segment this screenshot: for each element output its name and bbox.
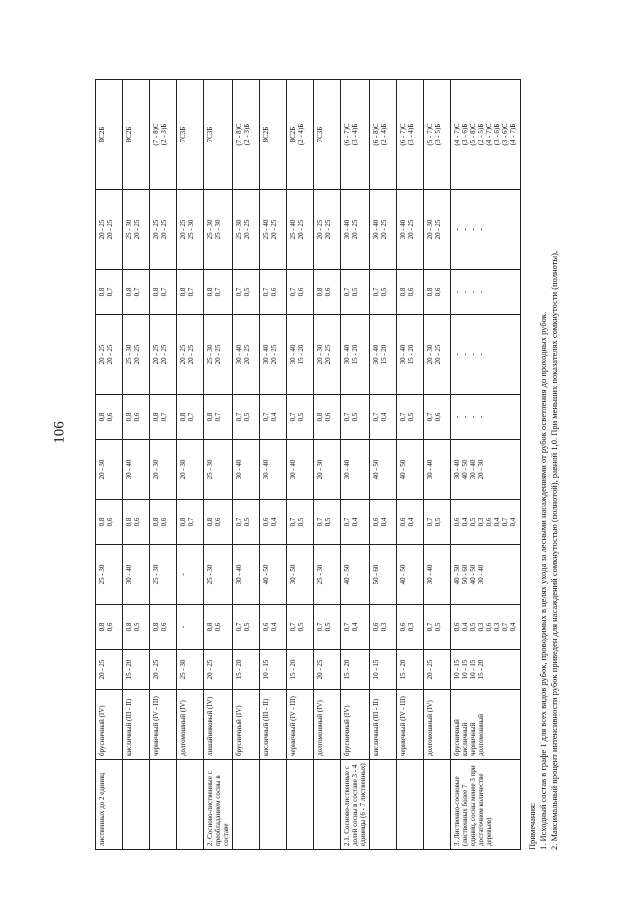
table-cell-c9: 25 - 30 20 - 25 xyxy=(233,190,260,270)
table-cell-c5: 30 - 40 xyxy=(287,440,314,500)
table-row xyxy=(451,80,521,850)
table-cell-c3: 30 - 50 xyxy=(287,545,314,605)
table-cell-c3: 40 - 50 xyxy=(260,545,287,605)
table-cell-type: долгомошный (IV) xyxy=(314,690,341,760)
table-cell-c6: 0,8 0,7 xyxy=(177,395,204,440)
table-cell-c1: 15 - 20 xyxy=(123,650,150,690)
table-cell-c1: 20 - 25 xyxy=(150,650,177,690)
table-cell-type: брусничный кисличный черничный долгомошный xyxy=(451,690,521,760)
table-cell-c5: 30 - 40 xyxy=(341,440,370,500)
table-cell-c5: 20 - 30 xyxy=(314,440,341,500)
table-row xyxy=(123,80,150,850)
table-cell-c10: (5 - 7)С (3 - 5)Б xyxy=(424,80,451,190)
table-cell-c3: 30 - 40 xyxy=(233,545,260,605)
rotated-page-content xyxy=(95,80,559,850)
table-cell-c10: (7 - 8)С (2 - 3)Б xyxy=(150,80,177,190)
table-cell-group xyxy=(177,760,204,850)
table-cell-c9: 20 - 30 20 - 25 xyxy=(424,190,451,270)
table-cell-group: лиственных до 2 единиц xyxy=(96,760,123,850)
table-cell-c9: 20 - 25 25 - 30 xyxy=(177,190,204,270)
table-cell-c5: 30 - 40 xyxy=(424,440,451,500)
table-cell-c3: 25 - 30 xyxy=(150,545,177,605)
table-cell-c4: 0,7 0,5 xyxy=(233,500,260,545)
table-cell-c4: 0,8 0,6 xyxy=(96,500,123,545)
table-cell-group xyxy=(397,760,424,850)
table-cell-c8: 0,7 0,5 xyxy=(341,270,370,315)
table-cell-c7: 30 - 40 15 - 20 xyxy=(370,315,397,395)
table-cell-c8: 0,7 0,6 xyxy=(260,270,287,315)
table-cell-c10: (6 - 7)С (3 - 4)Б xyxy=(341,80,370,190)
table-cell-c2: 0,6 0,3 xyxy=(397,605,424,650)
table-cell-group xyxy=(424,760,451,850)
table-cell-c6: 0,7 0,5 xyxy=(287,395,314,440)
table-cell-c1: 10 - 15 xyxy=(370,650,397,690)
table-cell-c1: 10 - 15 10 - 15 10 - 15 15 - 20 xyxy=(451,650,521,690)
table-cell-c8: 0,8 0,7 xyxy=(123,270,150,315)
table-cell-c7: 20 - 25 20 - 25 xyxy=(96,315,123,395)
table-cell-c4: 0,8 0,6 xyxy=(204,500,233,545)
table-cell-c8: 0,7 0,5 xyxy=(370,270,397,315)
table-cell-c8: 0,7 0,6 xyxy=(287,270,314,315)
table-cell-c10: 8С2Б xyxy=(123,80,150,190)
table-cell-c7: 20 - 30 20 - 25 xyxy=(424,315,451,395)
table-cell-c9: 30 - 40 20 - 25 xyxy=(341,190,370,270)
table-cell-c4: 0,7 0,4 xyxy=(341,500,370,545)
table-cell-c9: 25 - 40 20 - 25 xyxy=(287,190,314,270)
table-cell-c2: 0,7 0,5 xyxy=(287,605,314,650)
table-cell-c9: 25 - 40 20 - 25 xyxy=(260,190,287,270)
table-cell-c3: 30 - 40 xyxy=(123,545,150,605)
table-cell-c10: 8С2Б xyxy=(260,80,287,190)
table-cell-group xyxy=(260,760,287,850)
table-cell-group xyxy=(123,760,150,850)
table-cell-c2: 0,7 0,4 xyxy=(341,605,370,650)
table-cell-c5: 20 - 30 xyxy=(150,440,177,500)
table-cell-c2: 0,6 0,3 xyxy=(370,605,397,650)
table-cell-c4: 0,7 0,5 xyxy=(424,500,451,545)
table-cell-c2: 0,6 0,4 0,5 0,3 0,6 0,3 0,7 0,4 xyxy=(451,605,521,650)
table-cell-c8: - - - - xyxy=(451,270,521,315)
table-cell-c5: 30 - 40 xyxy=(233,440,260,500)
table-cell-c4: 0,6 0,4 xyxy=(370,500,397,545)
table-row xyxy=(397,80,424,850)
table-cell-type: брусничный (IV) xyxy=(341,690,370,760)
table-cell-c1: 20 - 25 xyxy=(314,650,341,690)
table-cell-group xyxy=(370,760,397,850)
table-cell-c5: 30 - 40 xyxy=(123,440,150,500)
table-cell-c2: 0,8 0,6 xyxy=(96,605,123,650)
table-cell-c9: 30 - 40 20 - 25 xyxy=(370,190,397,270)
table-cell-c7: - - - - xyxy=(451,315,521,395)
table-cell-c10: 8С2Б xyxy=(96,80,123,190)
table-cell-c9: 25 - 30 20 - 25 xyxy=(123,190,150,270)
table-cell-type: кисличный (III - II) xyxy=(123,690,150,760)
table-cell-type: черничный (IV - III) xyxy=(150,690,177,760)
table-cell-c7: 25 - 30 20 - 25 xyxy=(123,315,150,395)
table-cell-c7: 25 - 30 20 - 25 xyxy=(204,315,233,395)
table-cell-c1: 25 - 30 xyxy=(177,650,204,690)
table-cell-group xyxy=(287,760,314,850)
table-cell-c6: 0,7 0,4 xyxy=(370,395,397,440)
table-cell-c9: 20 - 25 20 - 25 xyxy=(96,190,123,270)
table-row xyxy=(341,80,370,850)
table-cell-c6: 0,7 0,6 xyxy=(424,395,451,440)
table-cell-group xyxy=(233,760,260,850)
table-cell-c10: 7С3Б xyxy=(177,80,204,190)
page-number: 106 xyxy=(51,421,68,444)
table-cell-group xyxy=(314,760,341,850)
table-cell-c5: 40 - 50 xyxy=(370,440,397,500)
table-cell-type: долгомошный (IV) xyxy=(424,690,451,760)
table-cell-group: 2.1. Сосново-лиственные с долей сосны в составе 3 - 4 единицы (6 - 7 лиственных) xyxy=(341,760,370,850)
table-cell-c4: 0,7 0,5 xyxy=(287,500,314,545)
table-cell-type: кисличный (III - II) xyxy=(260,690,287,760)
table-row xyxy=(204,80,233,850)
table-cell-c1: 15 - 20 xyxy=(287,650,314,690)
table-cell-c3: 25 - 30 xyxy=(314,545,341,605)
table-cell-c7: 30 - 40 15 - 20 xyxy=(287,315,314,395)
table-cell-c6: 0,7 0,5 xyxy=(233,395,260,440)
table-cell-type: кисличный (III - II) xyxy=(370,690,397,760)
table-cell-c8: 0,8 0,7 xyxy=(204,270,233,315)
table-row xyxy=(370,80,397,850)
table-cell-type: долгомошный (IV) xyxy=(177,690,204,760)
table-cell-c3: 25 - 30 xyxy=(204,545,233,605)
table-cell-c3: 40 - 50 xyxy=(397,545,424,605)
table-cell-c6: 0,8 0,6 xyxy=(314,395,341,440)
table-cell-c10: 7С3Б xyxy=(204,80,233,190)
table-cell-c10: (6 - 8)С (2 - 4)Б xyxy=(370,80,397,190)
table-cell-c9: 25 - 30 25 - 30 xyxy=(204,190,233,270)
table-cell-c7: 30 - 40 20 - 25 xyxy=(260,315,287,395)
table-cell-c8: 0,8 0,6 xyxy=(397,270,424,315)
table-cell-c6: 0,8 0,6 xyxy=(123,395,150,440)
table-cell-c5: 20 - 30 xyxy=(96,440,123,500)
thinning-table xyxy=(95,79,521,850)
table-cell-group xyxy=(150,760,177,850)
table-body xyxy=(96,80,521,850)
table-cell-c10: 8С2Б (2 - 4)Б xyxy=(287,80,314,190)
table-cell-type: черничный (IV - III) xyxy=(287,690,314,760)
table-cell-c7: 20 - 25 20 - 25 xyxy=(150,315,177,395)
table-cell-c8: 0,8 0,7 xyxy=(177,270,204,315)
table-cell-c6: 0,7 0,4 xyxy=(260,395,287,440)
table-cell-c10: (6 - 7)С (3 - 4)Б xyxy=(397,80,424,190)
table-row xyxy=(150,80,177,850)
table-cell-c6: 0,8 0,7 xyxy=(204,395,233,440)
table-cell-c5: 40 - 50 xyxy=(397,440,424,500)
table-cell-c5: 30 - 40 xyxy=(260,440,287,500)
table-cell-c6: 0,8 0,7 xyxy=(150,395,177,440)
table-cell-c3: 30 - 40 xyxy=(424,545,451,605)
table-cell-c7: 20 - 25 20 - 25 xyxy=(177,315,204,395)
table-cell-c2: 0,7 0,5 xyxy=(424,605,451,650)
notes xyxy=(527,80,560,850)
table-cell-c10: (7 - 8)С (2 - 3)Б xyxy=(233,80,260,190)
table-cell-c4: 0,7 0,5 xyxy=(314,500,341,545)
table-cell-c2: 0,8 0,5 xyxy=(123,605,150,650)
table-cell-type: брусничный (IV) xyxy=(233,690,260,760)
table-cell-c7: 30 - 40 15 - 20 xyxy=(341,315,370,395)
table-cell-c3: 40 - 50 xyxy=(341,545,370,605)
note-1: 1. Исходный состав в графе 1 для всех видов рубок, проводимых в целях ухода за лесными насаждениями от рубок осветления до проходных рубок. xyxy=(538,311,548,850)
table-row xyxy=(287,80,314,850)
table-cell-c1: 20 - 25 xyxy=(96,650,123,690)
table-cell-c2: 0,8 0,6 xyxy=(204,605,233,650)
table-cell-c9: 30 - 40 20 - 25 xyxy=(397,190,424,270)
table-cell-c2: 0,7 0,5 xyxy=(233,605,260,650)
table-cell-c6: - - - - xyxy=(451,395,521,440)
table-row xyxy=(96,80,123,850)
table-cell-c4: 0,8 0,6 xyxy=(123,500,150,545)
table-cell-c8: 0,8 0,7 xyxy=(96,270,123,315)
table-cell-c8: 0,8 0,7 xyxy=(150,270,177,315)
table-cell-c7: 30 - 40 20 - 25 xyxy=(233,315,260,395)
table-cell-type: лишайниковый (IV) xyxy=(204,690,233,760)
table-cell-c10: (4 - 7)С (3 - 6)Б (5 - 8)С (2 - 5)Б (4 - 7)С (3 - 6)Б (3 - 6)С (4 - 7)Б xyxy=(451,80,521,190)
table-cell-c5: 25 - 30 xyxy=(204,440,233,500)
table-cell-c4: 0,6 0,4 xyxy=(397,500,424,545)
table-cell-c4: 0,6 0,4 xyxy=(260,500,287,545)
table-cell-c9: - - - - xyxy=(451,190,521,270)
table-cell-c6: 0,7 0,5 xyxy=(397,395,424,440)
table-cell-c7: 20 - 30 20 - 25 xyxy=(314,315,341,395)
table-cell-c3: 40 - 50 50 - 60 40 - 50 30 - 40 xyxy=(451,545,521,605)
table-row xyxy=(177,80,204,850)
table-cell-group: 3. Лиственно-сосновые (лиственных более 7 единиц, сосны менее 3 при достаточном количестве деревьев) xyxy=(451,760,521,850)
table-cell-c3: 25 - 30 xyxy=(96,545,123,605)
table-row xyxy=(424,80,451,850)
table-cell-c5: 20 - 30 xyxy=(177,440,204,500)
table-cell-c8: 0,8 0,6 xyxy=(314,270,341,315)
table-row xyxy=(233,80,260,850)
table-cell-c1: 10 - 15 xyxy=(260,650,287,690)
table-cell-c1: 15 - 20 xyxy=(233,650,260,690)
table-cell-c4: 0,8 0,6 xyxy=(150,500,177,545)
table-cell-c2: - xyxy=(177,605,204,650)
table-cell-c2: 0,6 0,4 xyxy=(260,605,287,650)
table-cell-c1: 15 - 20 xyxy=(397,650,424,690)
table-cell-c9: 20 - 25 20 - 25 xyxy=(314,190,341,270)
table-cell-c9: 20 - 25 20 - 25 xyxy=(150,190,177,270)
table-cell-c8: 0,8 0,6 xyxy=(424,270,451,315)
table-cell-c3: 50 - 60 xyxy=(370,545,397,605)
table-cell-c1: 20 - 25 xyxy=(424,650,451,690)
table-cell-c4: 0,8 0,7 xyxy=(177,500,204,545)
note-2: 2. Максимальный процент интенсивности рубок приведен для насаждений сомкнутостью (полнотой), равной 1,0. При меньших показателях сомкнутости (полноты), xyxy=(549,250,559,850)
table-cell-c1: 15 - 20 xyxy=(341,650,370,690)
table-cell-c7: 30 - 40 15 - 20 xyxy=(397,315,424,395)
table-cell-group: 2. Сосново-лиственные с преобладанием сосны в составе xyxy=(204,760,233,850)
table-cell-c2: 0,8 0,6 xyxy=(150,605,177,650)
table-cell-c1: 20 - 25 xyxy=(204,650,233,690)
table-cell-c8: 0,7 0,5 xyxy=(233,270,260,315)
notes-title: Примечания: xyxy=(527,802,537,850)
table-cell-type: черничный (IV - III) xyxy=(397,690,424,760)
table-row xyxy=(260,80,287,850)
table-cell-c5: 30 - 40 40 - 50 30 - 40 20 - 30 xyxy=(451,440,521,500)
table-row xyxy=(314,80,341,850)
table-cell-c6: 0,7 0,5 xyxy=(341,395,370,440)
table-cell-type: брусничный (IV) xyxy=(96,690,123,760)
table-cell-c4: 0,6 0,4 0,5 0,3 0,6 0,4 0,7 0,4 xyxy=(451,500,521,545)
table-cell-c6: 0,8 0,6 xyxy=(96,395,123,440)
table-cell-c2: 0,7 0,5 xyxy=(314,605,341,650)
table-cell-c3: - xyxy=(177,545,204,605)
table-cell-c10: 7С3Б xyxy=(314,80,341,190)
